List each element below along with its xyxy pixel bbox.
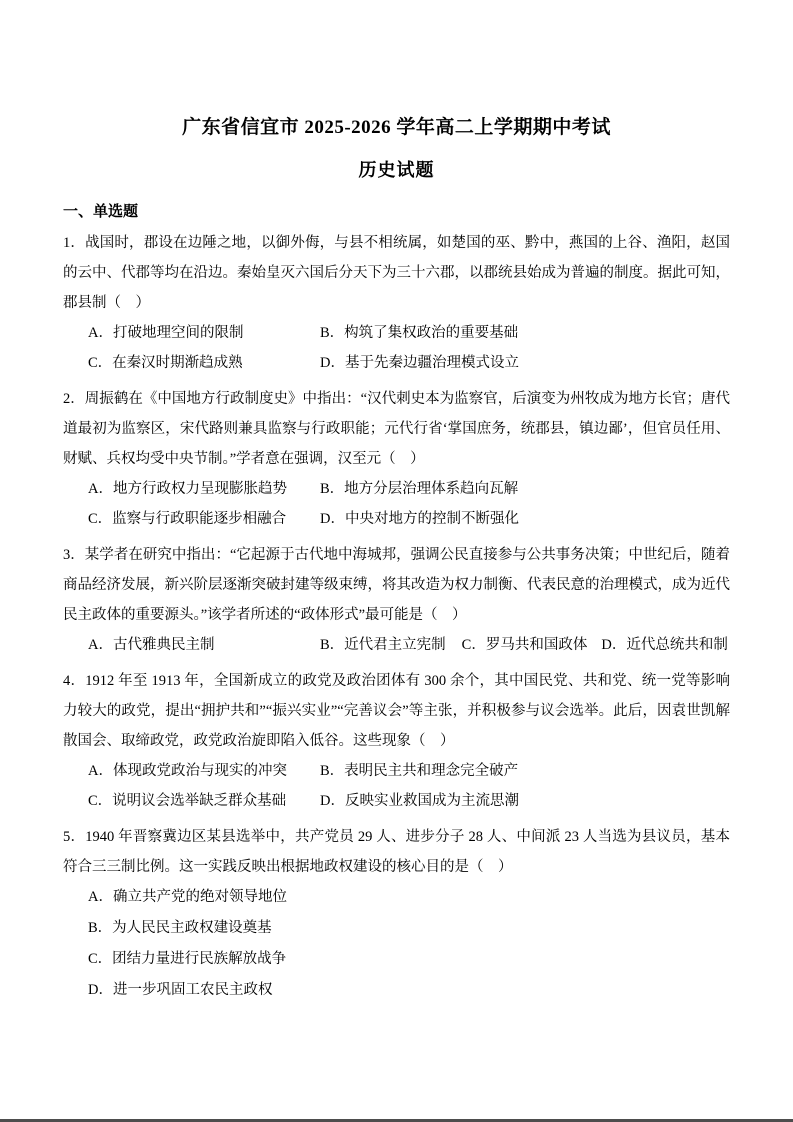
option-row xyxy=(88,348,730,378)
question-5 xyxy=(63,822,730,1006)
question-5-option-c: C．团结力量进行民族解放战争 xyxy=(88,951,287,967)
option-row xyxy=(88,474,730,504)
question-5-option-d: D．进一步巩固工农民主政权 xyxy=(88,982,273,998)
question-4 xyxy=(63,666,730,816)
question-3-stem: 3．某学者在研究中指出：“它起源于古代地中海城邦，强调公民直接参与公共事务决策；中世纪后，随着商品经济发展，新兴阶层逐渐突破封建等级束缚，将其改造为权力制衡、代表民意的治理模式，成为近代民主政体的重要源头。”该学者所述的“政体形式”最可能是（ ） xyxy=(63,547,730,623)
question-4-option-a: A．体现政党政治与现实的冲突 xyxy=(88,763,287,779)
question-2-option-c: C．监察与行政职能逐步相融合 xyxy=(88,511,287,527)
question-2-option-b: B．地方分层治理体系趋向瓦解 xyxy=(320,481,519,497)
question-4-option-b: B．表明民主共和理念完全破产 xyxy=(320,763,519,779)
question-4-option-d: D．反映实业救国成为主流思潮 xyxy=(320,793,519,809)
question-5-option-b: B．为人民民主政权建设奠基 xyxy=(88,920,272,936)
question-3 xyxy=(63,540,730,660)
question-3-option-b: B．近代君主立宪制 xyxy=(320,637,446,653)
question-2-option-a: A．地方行政权力呈现膨胀趋势 xyxy=(88,481,287,497)
question-5-stem: 5．1940 年晋察冀边区某县选举中，共产党员 29 人、进步分子 28 人、中间派 23 人当选为县议员，基本符合三三制比例。这一实践反映出根据地政权建设的核心目的是（ ） xyxy=(63,829,730,875)
question-3-option-d: D．近代总统共和制 xyxy=(601,637,728,653)
section-heading: 一、单选题 xyxy=(63,204,139,220)
question-3-options xyxy=(88,630,730,660)
question-4-option-c: C．说明议会选举缺乏群众基础 xyxy=(88,793,287,809)
question-2-stem: 2．周振鹤在《中国地方行政制度史》中指出：“汉代刺史本为监察官，后演变为州牧成为地方长官；唐代道最初为监察区，宋代路则兼具监察与行政职能；元代行省‘掌国庶务，统郡县，镇边鄙’，但官员任用、财赋、兵权均受中央节制。”学者意在强调，汉至元（ ） xyxy=(63,391,730,467)
question-2 xyxy=(63,384,730,534)
question-4-stem: 4．1912 年至 1913 年，全国新成立的政党及政治团体有 300 余个，其中国民党、共和党、统一党等影响力较大的政党，提出“拥护共和”“振兴实业”“完善议会”等主张，并积极参与议会选举。此后，因袁世凯解散国会、取缔政党，政党政治旋即陷入低谷。这些现象（ ） xyxy=(63,673,730,749)
question-1-option-d: D．基于先秦边疆治理模式设立 xyxy=(320,355,519,371)
question-5-option-a: A．确立共产党的绝对领导地位 xyxy=(88,889,287,905)
question-1-stem: 1．战国时，郡设在边陲之地，以御外侮，与县不相统属，如楚国的巫、黔中，燕国的上谷、渔阳，赵国的云中、代郡等均在沿边。秦始皇灭六国后分天下为三十六郡，以郡统县始成为普遍的制度。据此可知，郡县制（ ） xyxy=(63,235,730,311)
question-1-option-c: C．在秦汉时期渐趋成熟 xyxy=(88,355,243,371)
question-1-options xyxy=(88,318,730,378)
question-3-option-c: C．罗马共和国政体 xyxy=(461,637,588,653)
question-4-options xyxy=(88,756,730,816)
question-1-option-a: A．打破地理空间的限制 xyxy=(88,325,244,341)
question-1-option-b: B．构筑了集权政治的重要基础 xyxy=(320,325,519,341)
question-3-option-a: A．古代雅典民主制 xyxy=(88,637,215,653)
question-5-options xyxy=(88,882,730,1006)
question-2-option-d: D．中央对地方的控制不断强化 xyxy=(320,511,519,527)
question-1 xyxy=(63,228,730,378)
option-row xyxy=(88,504,730,534)
option-row xyxy=(88,318,730,348)
question-2-options xyxy=(88,474,730,534)
exam-subtitle: 历史试题 xyxy=(358,160,435,180)
option-row xyxy=(88,756,730,786)
option-row xyxy=(88,786,730,816)
exam-title: 广东省信宜市 2025-2026 学年高二上学期期中考试 xyxy=(182,117,611,138)
